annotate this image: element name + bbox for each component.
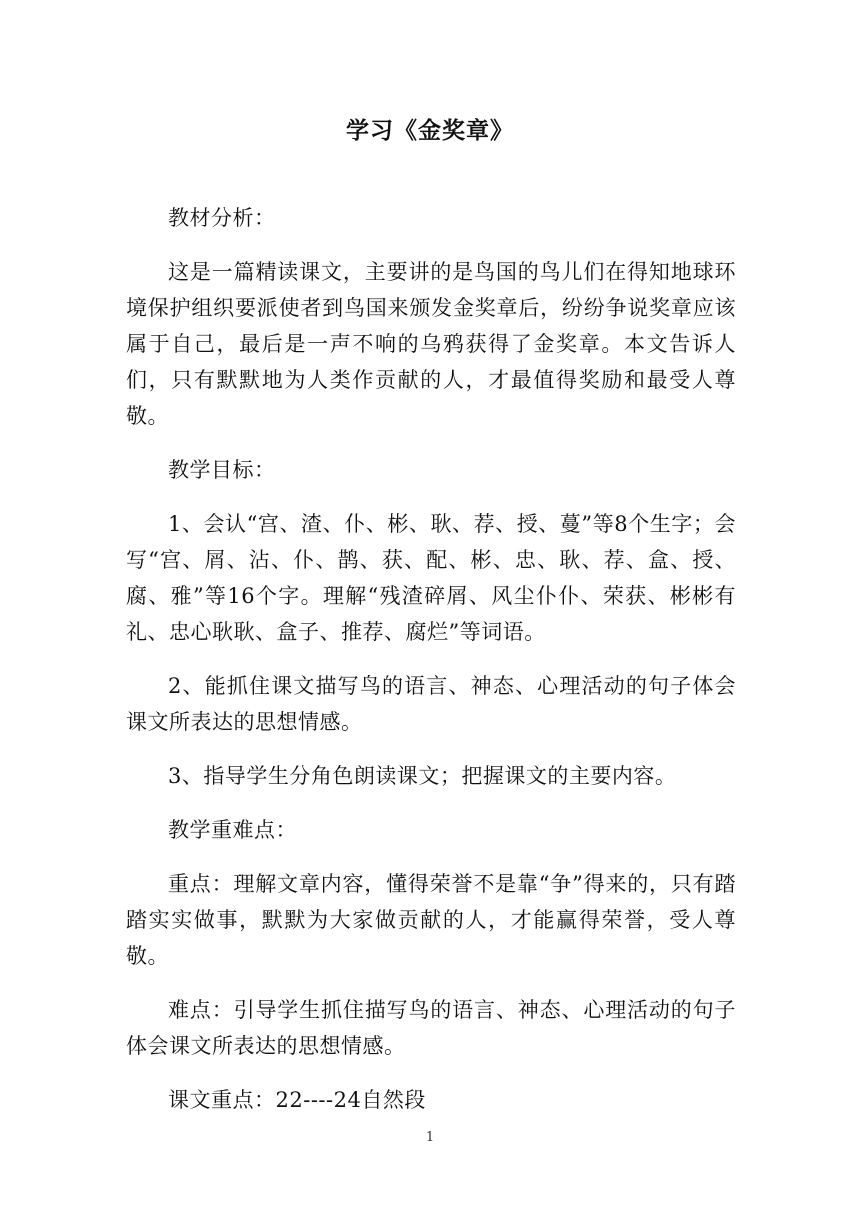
paragraph-key-point: 重点：理解文章内容，懂得荣誉不是靠“争”得来的，只有踏踏实实做事，默默为大家做贡献的人，才能赢得荣誉，受人尊敬。: [126, 872, 736, 968]
paragraph-goal-2: 2、能抓住课文描写鸟的语言、神态、心理活动的句子体会课文所表达的思想情感。: [126, 674, 736, 734]
paragraph-text-focus: 课文重点：22----24自然段: [168, 1088, 426, 1112]
paragraph-goal-3: 3、指导学生分角色朗读课文；把握课文的主要内容。: [168, 764, 677, 788]
paragraph-material-summary: 这是一篇精读课文，主要讲的是鸟国的鸟儿们在得知地球环境保护组织要派使者到鸟国来颁发金奖章后，纷纷争说奖章应该属于自己，最后是一声不响的乌鸦获得了金奖章。本文告诉人们，只有默默地为人类作贡献的人，才最值得奖励和最受人尊敬。: [126, 260, 736, 428]
document-title: 学习《金奖章》: [346, 117, 514, 144]
heading-key-difficulties: 教学重难点：: [168, 818, 297, 842]
paragraph-difficulty: 难点：引导学生抓住描写鸟的语言、神态、心理活动的句子体会课文所表达的思想情感。: [126, 998, 736, 1058]
heading-teaching-goals: 教学目标：: [168, 458, 276, 482]
heading-material-analysis: 教材分析：: [168, 206, 276, 230]
page-number: 1: [425, 1130, 435, 1145]
paragraph-goal-1: 1、会认“宫、渣、仆、彬、耿、荐、授、蔓”等8个生字；会写“宫、屑、沾、仆、鹊、获、配、彬、忠、耿、荐、盒、授、腐、雅”等16个字。理解“残渣碎屑、风尘仆仆、荣获、彬彬有礼、忠心耿耿、盒子、推荐、腐烂”等词语。: [126, 512, 736, 644]
document-body: [126, 200, 736, 1118]
